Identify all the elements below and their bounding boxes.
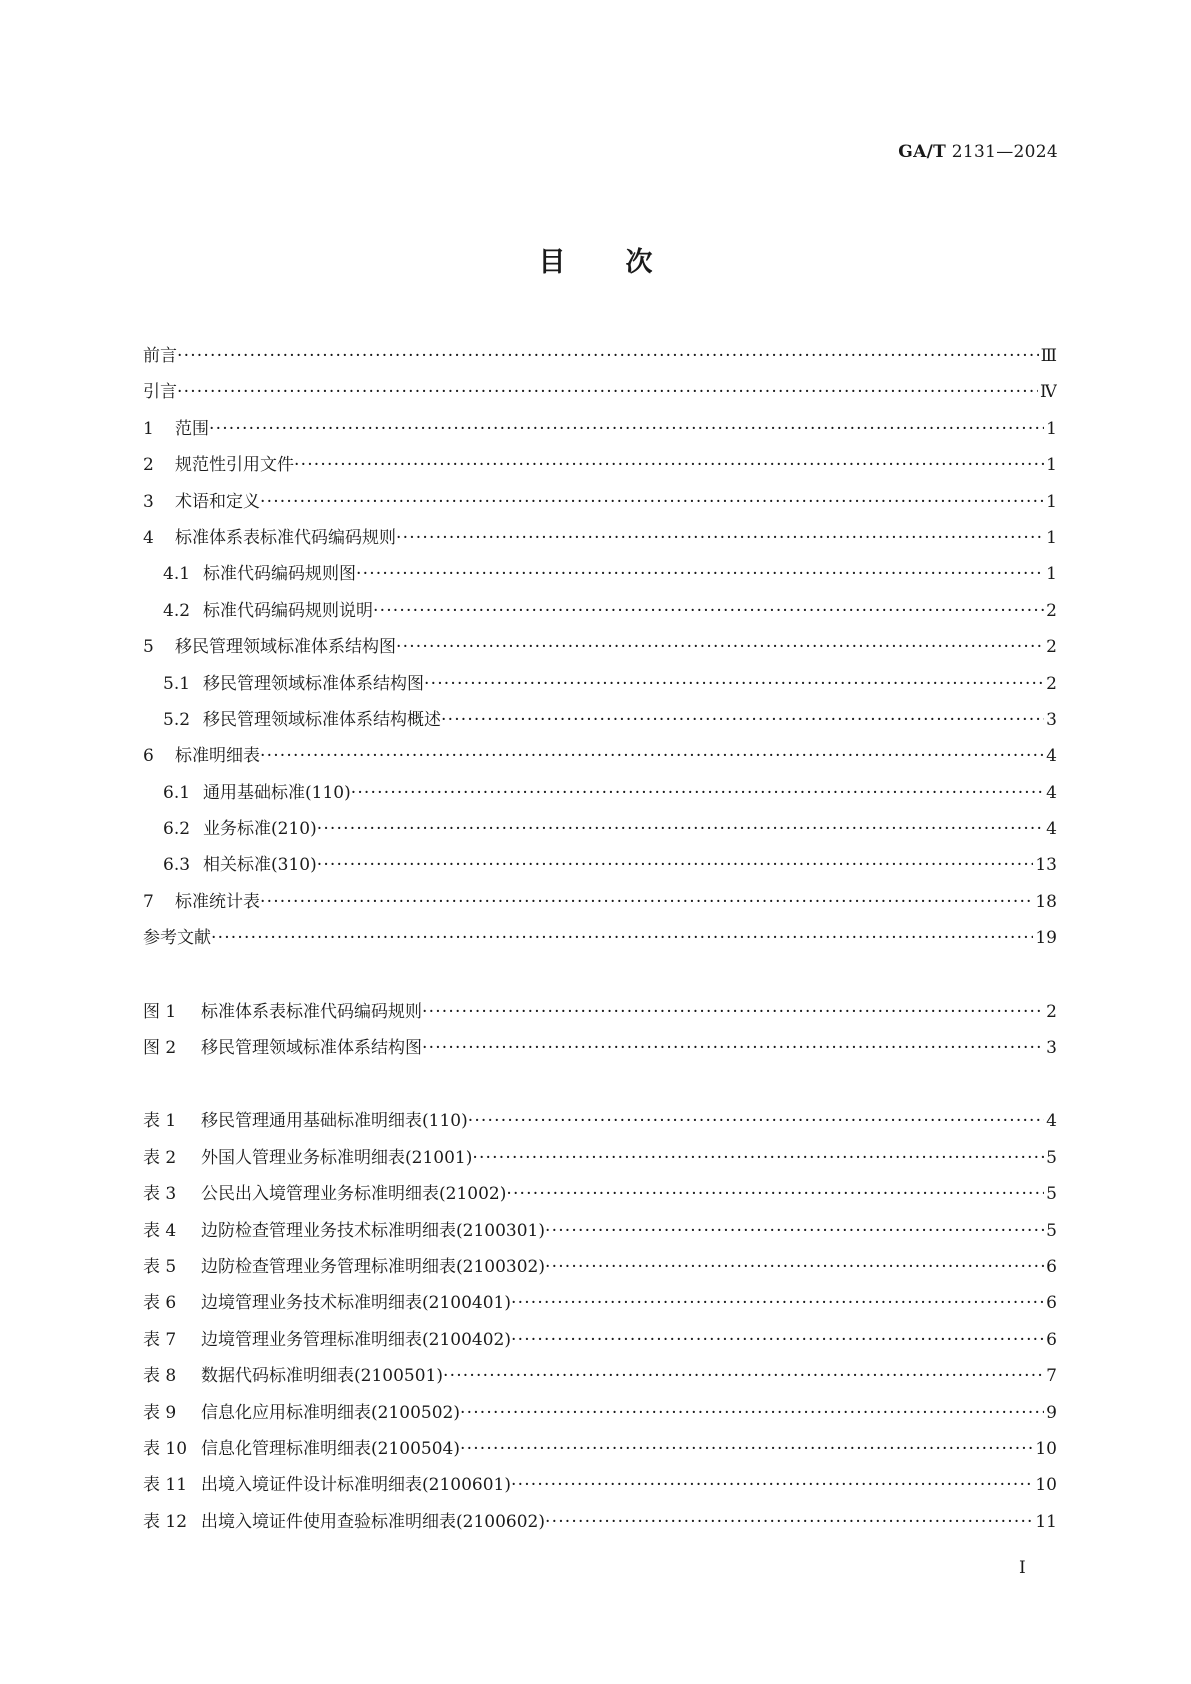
dot-leader	[511, 1322, 1044, 1358]
dot-leader	[260, 738, 1044, 774]
table-entry-page: 6	[1046, 1256, 1057, 1277]
chapter-entry[interactable]	[143, 775, 1057, 811]
dot-leader	[260, 484, 1044, 520]
table-entry-number: 表 6	[143, 1293, 177, 1314]
table-entry-label: 边防检查管理业务技术标准明细表(2100301)	[201, 1220, 545, 1241]
table-entry-number: 表 1	[143, 1111, 177, 1132]
chapter-entry[interactable]	[143, 811, 1057, 847]
toc-tables	[143, 1103, 1057, 1540]
chapter-entry[interactable]	[143, 629, 1057, 665]
chapter-entry[interactable]	[143, 593, 1057, 629]
chapter-entry-number: 4	[143, 527, 154, 548]
chapter-entry-number: 6.1	[163, 782, 191, 803]
chapter-entry-number: 7	[143, 891, 154, 912]
table-entry-page: 7	[1046, 1366, 1057, 1387]
chapter-entry-label: 相关标准(310)	[203, 855, 317, 876]
table-entry[interactable]	[143, 1322, 1057, 1358]
chapter-entry-number: 6.3	[163, 855, 191, 876]
chapter-entry-label: 标准代码编码规则图	[203, 564, 356, 585]
chapter-entry-number: 5	[143, 637, 154, 658]
dot-leader	[424, 666, 1044, 702]
table-entry-page: 10	[1035, 1438, 1057, 1459]
toc-figures	[143, 994, 1057, 1067]
dot-leader	[441, 702, 1044, 738]
table-entry-label: 移民管理通用基础标准明细表(110)	[201, 1111, 468, 1132]
chapter-entry-number: 4.2	[163, 600, 191, 621]
dot-leader	[209, 411, 1044, 447]
table-entry-page: 6	[1046, 1329, 1057, 1350]
table-entry-label: 公民出入境管理业务标准明细表(21002)	[201, 1184, 507, 1205]
chapter-entry-label: 术语和定义	[175, 491, 260, 512]
chapter-entry-number: 1	[143, 418, 154, 439]
dot-leader	[294, 447, 1044, 483]
table-entry[interactable]	[143, 1467, 1057, 1503]
chapter-entry-page: 4	[1046, 782, 1057, 803]
figure-entry-label: 移民管理领域标准体系结构图	[201, 1038, 422, 1059]
table-entry-number: 表 8	[143, 1366, 177, 1387]
figure-entry[interactable]	[143, 1030, 1057, 1066]
table-entry-label: 出境入境证件设计标准明细表(2100601)	[201, 1475, 511, 1496]
table-entry-page: 10	[1035, 1475, 1057, 1496]
table-entry[interactable]	[143, 1249, 1057, 1285]
table-entry-page: 9	[1046, 1402, 1057, 1423]
chapter-entry-label: 引言	[143, 382, 177, 403]
chapter-entry-page: 1	[1046, 418, 1057, 439]
dot-leader	[260, 884, 1033, 920]
dot-leader	[545, 1249, 1044, 1285]
chapter-entry[interactable]	[143, 738, 1057, 774]
dot-leader	[422, 1030, 1044, 1066]
figure-entry-number: 图 1	[143, 1001, 177, 1022]
toc-chapters	[143, 338, 1057, 957]
chapter-entry-label: 标准明细表	[175, 746, 260, 767]
table-entry-number: 表 4	[143, 1220, 177, 1241]
table-entry-page: 6	[1046, 1293, 1057, 1314]
chapter-entry-label: 标准代码编码规则说明	[203, 600, 373, 621]
table-entry-number: 表 3	[143, 1184, 177, 1205]
chapter-entry-label: 移民管理领域标准体系结构概述	[203, 709, 441, 730]
dot-leader	[177, 338, 1039, 374]
table-entry-number: 表 5	[143, 1256, 177, 1277]
table-entry-label: 数据代码标准明细表(2100501)	[201, 1366, 443, 1387]
chapter-entry-label: 移民管理领域标准体系结构图	[203, 673, 424, 694]
chapter-entry[interactable]	[143, 556, 1057, 592]
dot-leader	[506, 1176, 1044, 1212]
figure-entry[interactable]	[143, 994, 1057, 1030]
table-entry-number: 表 12	[143, 1511, 188, 1532]
table-entry-label: 信息化应用标准明细表(2100502)	[201, 1402, 460, 1423]
table-entry-number: 表 9	[143, 1402, 177, 1423]
chapter-entry-page: 2	[1046, 600, 1057, 621]
table-entry-label: 边境管理业务管理标准明细表(2100402)	[201, 1329, 511, 1350]
chapter-entry-label: 前言	[143, 345, 177, 366]
document-code-number: 2131—2024	[951, 142, 1058, 162]
chapter-entry[interactable]	[143, 484, 1057, 520]
chapter-entry-number: 5.1	[163, 673, 191, 694]
dot-leader	[511, 1467, 1033, 1503]
dot-leader	[472, 1140, 1044, 1176]
chapter-entry-label: 移民管理领域标准体系结构图	[175, 637, 396, 658]
document-code-prefix: GA/T	[898, 142, 947, 162]
dot-leader	[545, 1213, 1044, 1249]
chapter-entry-number: 6	[143, 746, 154, 767]
chapter-entry-page: 2	[1046, 637, 1057, 658]
dot-leader	[317, 811, 1044, 847]
dot-leader	[468, 1103, 1044, 1139]
table-entry-number: 表 10	[143, 1438, 188, 1459]
chapter-entry[interactable]	[143, 411, 1057, 447]
chapter-entry-page: 1	[1046, 564, 1057, 585]
chapter-entry-page: 4	[1046, 746, 1057, 767]
table-entry-page: 4	[1046, 1111, 1057, 1132]
chapter-entry-label: 标准统计表	[175, 891, 260, 912]
chapter-entry-page: 4	[1046, 819, 1057, 840]
table-entry[interactable]	[143, 1431, 1057, 1467]
chapter-entry[interactable]	[143, 338, 1057, 374]
chapter-entry-page: 1	[1046, 455, 1057, 476]
chapter-entry[interactable]	[143, 374, 1057, 410]
table-entry-label: 外国人管理业务标准明细表(21001)	[201, 1147, 473, 1168]
dot-leader	[351, 775, 1044, 811]
dot-leader	[422, 994, 1044, 1030]
figure-entry-number: 图 2	[143, 1038, 177, 1059]
table-entry-label: 信息化管理标准明细表(2100504)	[201, 1438, 460, 1459]
figure-entry-label: 标准体系表标准代码编码规则	[201, 1001, 422, 1022]
table-entry[interactable]	[143, 1140, 1057, 1176]
chapter-entry[interactable]	[143, 884, 1057, 920]
table-entry[interactable]	[143, 1395, 1057, 1431]
table-entry-label: 出境入境证件使用查验标准明细表(2100602)	[201, 1511, 545, 1532]
figure-entry-page: 2	[1046, 1001, 1057, 1022]
table-entry-page: 5	[1046, 1220, 1057, 1241]
table-entry-number: 表 2	[143, 1147, 177, 1168]
table-entry-page: 5	[1046, 1184, 1057, 1205]
chapter-entry[interactable]	[143, 702, 1057, 738]
table-entry-page: 5	[1046, 1147, 1057, 1168]
chapter-entry-page: Ⅲ	[1040, 345, 1057, 366]
figure-entry-page: 3	[1046, 1038, 1057, 1059]
table-entry[interactable]	[143, 1285, 1057, 1321]
dot-leader	[396, 629, 1044, 665]
dot-leader	[460, 1395, 1044, 1431]
chapter-entry-page: Ⅳ	[1040, 382, 1057, 403]
dot-leader	[211, 920, 1033, 956]
table-entry-label: 边防检查管理业务管理标准明细表(2100302)	[201, 1256, 545, 1277]
chapter-entry-label: 通用基础标准(110)	[203, 782, 351, 803]
chapter-entry[interactable]	[143, 520, 1057, 556]
chapter-entry-page: 19	[1035, 928, 1057, 949]
chapter-entry-page: 1	[1046, 527, 1057, 548]
chapter-entry-label: 参考文献	[143, 928, 211, 949]
dot-leader	[460, 1431, 1033, 1467]
dot-leader	[443, 1358, 1044, 1394]
chapter-entry-page: 13	[1035, 855, 1057, 876]
chapter-entry-label: 规范性引用文件	[175, 455, 294, 476]
table-entry-page: 11	[1035, 1511, 1057, 1532]
page-number: I	[1019, 1558, 1026, 1578]
table-entry-label: 边境管理业务技术标准明细表(2100401)	[201, 1293, 511, 1314]
table-entry[interactable]	[143, 1176, 1057, 1212]
chapter-entry-number: 3	[143, 491, 154, 512]
chapter-entry-label: 标准体系表标准代码编码规则	[175, 527, 396, 548]
document-code	[898, 142, 1058, 162]
table-entry-number: 表 7	[143, 1329, 177, 1350]
chapter-entry-number: 6.2	[163, 819, 191, 840]
chapter-entry-label: 范围	[175, 418, 209, 439]
chapter-entry-number: 5.2	[163, 709, 191, 730]
dot-leader	[177, 374, 1038, 410]
chapter-entry-page: 3	[1046, 709, 1057, 730]
chapter-entry-page: 1	[1046, 491, 1057, 512]
table-entry[interactable]	[143, 1213, 1057, 1249]
dot-leader	[396, 520, 1044, 556]
dot-leader	[356, 556, 1044, 592]
chapter-entry[interactable]	[143, 920, 1057, 956]
table-entry[interactable]	[143, 1358, 1057, 1394]
chapter-entry-page: 2	[1046, 673, 1057, 694]
chapter-entry-page: 18	[1035, 891, 1057, 912]
chapter-entry[interactable]	[143, 666, 1057, 702]
page-title: 目次	[538, 247, 713, 278]
dot-leader	[317, 847, 1034, 883]
chapter-entry-number: 4.1	[163, 564, 191, 585]
chapter-entry[interactable]	[143, 447, 1057, 483]
table-entry[interactable]	[143, 1103, 1057, 1139]
dot-leader	[511, 1285, 1044, 1321]
chapter-entry-number: 2	[143, 455, 154, 476]
table-of-contents	[143, 338, 1057, 1540]
chapter-entry-label: 业务标准(210)	[203, 819, 317, 840]
table-entry[interactable]	[143, 1504, 1057, 1540]
chapter-entry[interactable]	[143, 847, 1057, 883]
dot-leader	[373, 593, 1044, 629]
dot-leader	[545, 1504, 1033, 1540]
table-entry-number: 表 11	[143, 1475, 188, 1496]
